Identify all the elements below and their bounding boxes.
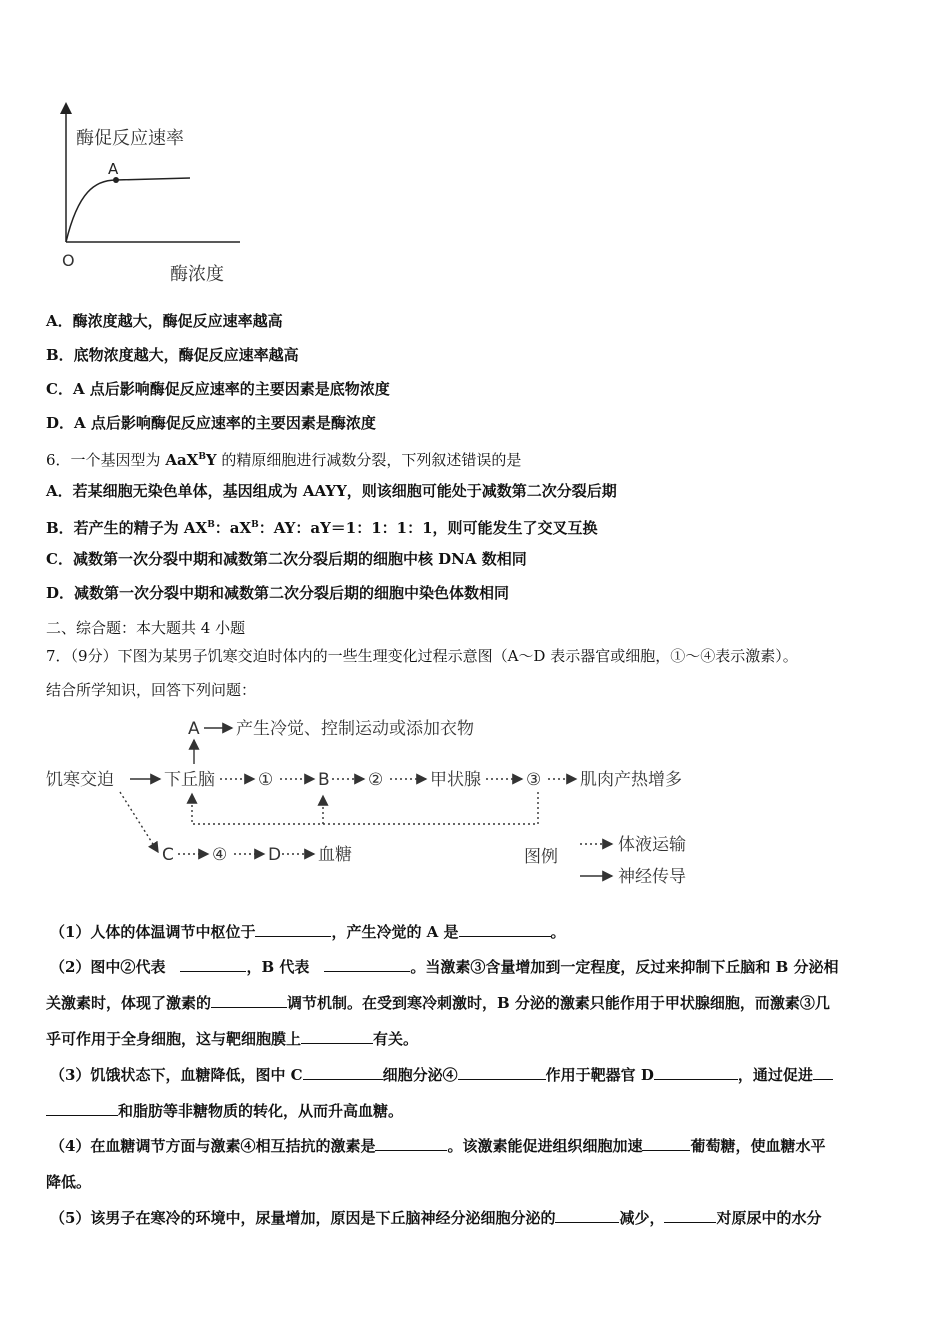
p4-text-b: 。该激素能促进组织细胞加速 [447, 1137, 643, 1155]
node-b: B [318, 770, 330, 790]
blank-2-3[interactable] [211, 993, 287, 1008]
q6-b-part3: ：AY：aY＝1：1：1：1，则可能发生了交叉互换 [258, 519, 598, 537]
q6-genotype-end: Y [205, 451, 217, 469]
blank-5-2[interactable] [664, 1208, 716, 1223]
p2-text-c: 。当激素③含量增加到一定程度，反过来抑制下丘脑和 B 分泌相 [410, 958, 839, 976]
section-2-heading: 二、综合题：本大题共 4 小题 [46, 619, 246, 637]
p1-text-c: 。 [550, 923, 566, 941]
q7-part-4-line-2: 降低。 [46, 1173, 92, 1191]
legend-nerve-label: 神经传导 [618, 867, 686, 887]
q5-option-b: B．底物浓度越大，酶促反应速率越高 [46, 346, 299, 364]
p2-text-g: 有关。 [373, 1030, 419, 1048]
rate-curve [66, 178, 190, 242]
q7-part-2-line-2 [46, 993, 830, 1013]
q7-part-4-line-1 [50, 1136, 825, 1156]
enzyme-rate-chart [50, 100, 250, 290]
hormone-1: ① [258, 770, 274, 790]
blank-2-4[interactable] [301, 1029, 373, 1044]
q6-option-d: D．减数第一次分裂中期和减数第二次分裂后期的细胞中染色体数相同 [46, 584, 510, 602]
p2-text-a: （2）图中②代表 [50, 958, 181, 976]
q7-stem-2: 结合所学知识，回答下列问题： [46, 681, 257, 699]
q6-b-sup2: B [251, 520, 259, 530]
p2-text-f: 乎可作用于全身细胞，这与靶细胞膜上 [46, 1030, 302, 1048]
node-d: D [268, 845, 282, 865]
a-effect: 产生冷觉、控制运动或添加衣物 [236, 719, 474, 739]
node-c: C [162, 845, 174, 865]
p2-text-b: ，B 代表 [246, 958, 325, 976]
legend-title: 图例 [524, 847, 558, 867]
legend-fluid-label: 体液运输 [618, 835, 686, 855]
p3-text-d: ，通过促进 [737, 1066, 813, 1084]
q5-option-d: D．A 点后影响酶促反应速率的主要因素是酶浓度 [46, 414, 376, 432]
p5-text-c: 对原尿中的水分 [716, 1209, 822, 1227]
node-a: A [188, 719, 200, 739]
blank-1-1[interactable] [255, 922, 331, 937]
q5-option-c: C．A 点后影响酶促反应速率的主要因素是底物浓度 [46, 380, 390, 398]
blank-3-1[interactable] [303, 1065, 383, 1080]
feedback-loop [192, 792, 538, 824]
q6-stem [46, 447, 521, 470]
p5-text-a: （5）该男子在寒冷的环境中，尿量增加，原因是下丘脑神经分泌细胞分泌的 [50, 1209, 556, 1227]
q6-b-part1: B．若产生的精子为 AX [46, 519, 208, 537]
blank-5-1[interactable] [555, 1208, 619, 1223]
point-a-label: A [108, 160, 119, 178]
q7-part-1 [50, 922, 566, 942]
q7-part-5 [50, 1208, 821, 1228]
physiology-diagram [40, 712, 720, 897]
x-axis-label: 酶浓度 [170, 264, 224, 285]
origin-label: O [62, 251, 75, 270]
p1-text-a: （1）人体的体温调节中枢位于 [50, 923, 256, 941]
q7-part-3-line-1 [50, 1065, 833, 1085]
p4-text-a: （4）在血糖调节方面与激素④相互拮抗的激素是 [50, 1137, 376, 1155]
q6-b-sup1: B [207, 520, 215, 530]
blank-3-4b[interactable] [46, 1101, 118, 1116]
q6-stem-prefix: 6．一个基因型为 [46, 451, 166, 469]
p2-text-e: 调节机制。在受到寒冷刺激时，B 分泌的激素只能作用于甲状腺细胞，而激素③几 [287, 994, 830, 1012]
p1-text-b: ，产生冷觉的 A 是 [331, 923, 459, 941]
blank-4-2[interactable] [642, 1136, 690, 1151]
q7-part-2-line-3 [46, 1029, 418, 1049]
y-axis-label: 酶促反应速率 [76, 128, 184, 149]
node-thyroid: 甲状腺 [430, 770, 481, 790]
q7-stem-1: 7．（9分）下图为某男子饥寒交迫时体内的一些生理变化过程示意图（A～D 表示器官或细胞，①～④表示激素）。 [46, 647, 798, 665]
p3-text-b: 细胞分泌④ [382, 1066, 458, 1084]
arrow-start-to-c [120, 792, 158, 852]
blank-2-1[interactable] [180, 957, 246, 972]
p5-text-b: 减少， [619, 1209, 665, 1227]
node-muscle-heat: 肌肉产热增多 [580, 770, 682, 790]
node-blood-glucose: 血糖 [318, 845, 352, 865]
node-hunger-cold: 饥寒交迫 [46, 770, 114, 790]
q6-sup: B [198, 452, 206, 462]
hormone-4: ④ [212, 845, 228, 865]
q6-option-a: A．若某细胞无染色单体，基因组成为 AAYY，则该细胞可能处于减数第二次分裂后期 [46, 482, 617, 500]
blank-3-4a[interactable] [813, 1065, 833, 1080]
p3-text-e: 和脂肪等非糖物质的转化，从而升高血糖。 [118, 1102, 404, 1120]
p4-text-c: 葡萄糖，使血糖水平 [690, 1137, 826, 1155]
blank-1-2[interactable] [459, 922, 551, 937]
q6-option-b [46, 515, 598, 538]
q6-genotype: AaX [165, 451, 199, 469]
q6-b-part2: ：aX [214, 519, 252, 537]
hormone-3: ③ [526, 770, 542, 790]
p3-text-a: （3）饥饿状态下，血糖降低，图中 C [50, 1066, 303, 1084]
node-hypothalamus: 下丘脑 [164, 770, 215, 790]
q7-part-3-line-2 [46, 1101, 403, 1121]
p3-text-c: 作用于靶器官 D [545, 1066, 654, 1084]
q7-part-2-line-1 [50, 957, 839, 977]
q5-option-a: A．酶浓度越大，酶促反应速率越高 [46, 312, 283, 330]
blank-4-1[interactable] [375, 1136, 447, 1151]
blank-2-2[interactable] [324, 957, 410, 972]
blank-3-2[interactable] [458, 1065, 546, 1080]
p2-text-d: 关激素时，体现了激素的 [46, 994, 212, 1012]
q6-option-c: C．减数第一次分裂中期和减数第二次分裂后期的细胞中核 DNA 数相同 [46, 550, 527, 568]
hormone-2: ② [368, 770, 384, 790]
blank-3-3[interactable] [654, 1065, 738, 1080]
q6-stem-suffix: 的精原细胞进行减数分裂，下列叙述错误的是 [216, 451, 522, 469]
